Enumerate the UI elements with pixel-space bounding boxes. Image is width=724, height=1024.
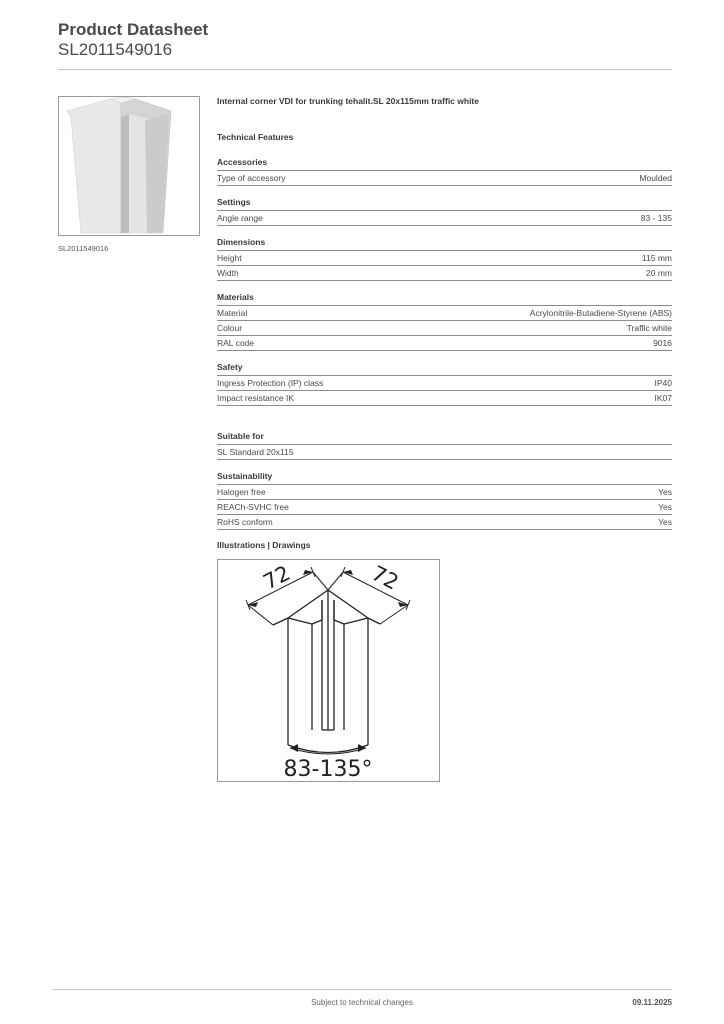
spec-label: Type of accessory <box>217 173 286 183</box>
spec-row <box>217 171 672 186</box>
group-safety <box>217 362 672 406</box>
spec-value: 115 mm <box>641 253 672 263</box>
spec-value: Moulded <box>639 173 672 183</box>
spec-value: IK07 <box>654 393 672 403</box>
group-title: Suitable for <box>217 431 672 445</box>
spec-value: Traffic white <box>626 323 672 333</box>
illustrations-heading: Illustrations | Drawings <box>217 540 311 550</box>
spec-value: 83 - 135 <box>640 213 672 223</box>
group-title: Settings <box>217 197 672 211</box>
spec-label: REACh-SVHC free <box>217 502 289 512</box>
spec-row <box>217 515 672 530</box>
spec-value: IP40 <box>654 378 672 388</box>
spec-row <box>217 500 672 515</box>
group-title: Sustainability <box>217 471 672 485</box>
product-photo <box>58 96 200 236</box>
spec-row <box>217 376 672 391</box>
group-suitable-for <box>217 431 672 460</box>
dimension-left-label: 72 <box>259 560 295 595</box>
photo-caption: SL2011549016 <box>58 244 109 253</box>
spec-value: Yes <box>658 502 672 512</box>
spec-label: SL Standard 20x115 <box>217 447 294 457</box>
spec-row <box>217 336 672 351</box>
footer-divider <box>52 989 672 990</box>
group-settings <box>217 197 672 226</box>
spec-row <box>217 306 672 321</box>
spec-row <box>217 266 672 281</box>
spec-value: 20 mm <box>646 268 672 278</box>
spec-label: Height <box>217 253 242 263</box>
spec-value: 9016 <box>653 338 672 348</box>
spec-row <box>217 391 672 406</box>
spec-label: Material <box>217 308 248 318</box>
angle-label: 83-135° <box>283 757 373 781</box>
spec-row <box>217 485 672 500</box>
dimension-right-label: 72 <box>367 561 403 595</box>
spec-row <box>217 445 672 460</box>
spec-label: RoHS conform <box>217 517 273 527</box>
spec-label: Angle range <box>217 213 263 223</box>
product-photo-image <box>59 97 199 235</box>
spec-value: Acrylonitrile-Butadiene-Styrene (ABS) <box>529 308 672 318</box>
group-title: Safety <box>217 362 672 376</box>
technical-features-heading: Technical Features <box>217 132 294 142</box>
group-title: Dimensions <box>217 237 672 251</box>
group-dimensions <box>217 237 672 281</box>
spec-row <box>217 321 672 336</box>
spec-row <box>217 251 672 266</box>
group-title: Materials <box>217 292 672 306</box>
spec-label: RAL code <box>217 338 255 348</box>
group-title: Accessories <box>217 157 672 171</box>
footer-note: Subject to technical changes <box>311 998 413 1007</box>
spec-value: Yes <box>658 487 672 497</box>
spec-value: Yes <box>658 517 672 527</box>
spec-label: Ingress Protection (IP) class <box>217 378 324 388</box>
corner-drawing <box>218 560 439 781</box>
header-divider <box>58 69 672 70</box>
spec-label: Impact resistance IK <box>217 393 295 403</box>
spec-row <box>217 211 672 226</box>
group-materials <box>217 292 672 351</box>
technical-drawing <box>217 559 440 782</box>
document-title: Product Datasheet <box>58 20 209 39</box>
group-sustainability <box>217 471 672 530</box>
page-header <box>58 20 208 60</box>
footer-date: 09.11.2025 <box>632 998 672 1007</box>
product-code: SL2011549016 <box>58 40 173 59</box>
spec-label: Halogen free <box>217 487 266 497</box>
spec-label: Width <box>217 268 239 278</box>
spec-label: Colour <box>217 323 243 333</box>
specifications-column <box>217 95 672 541</box>
group-accessories <box>217 157 672 186</box>
product-description: Internal corner VDI for trunking tehalit.SL 20x115mm traffic white <box>217 96 479 106</box>
